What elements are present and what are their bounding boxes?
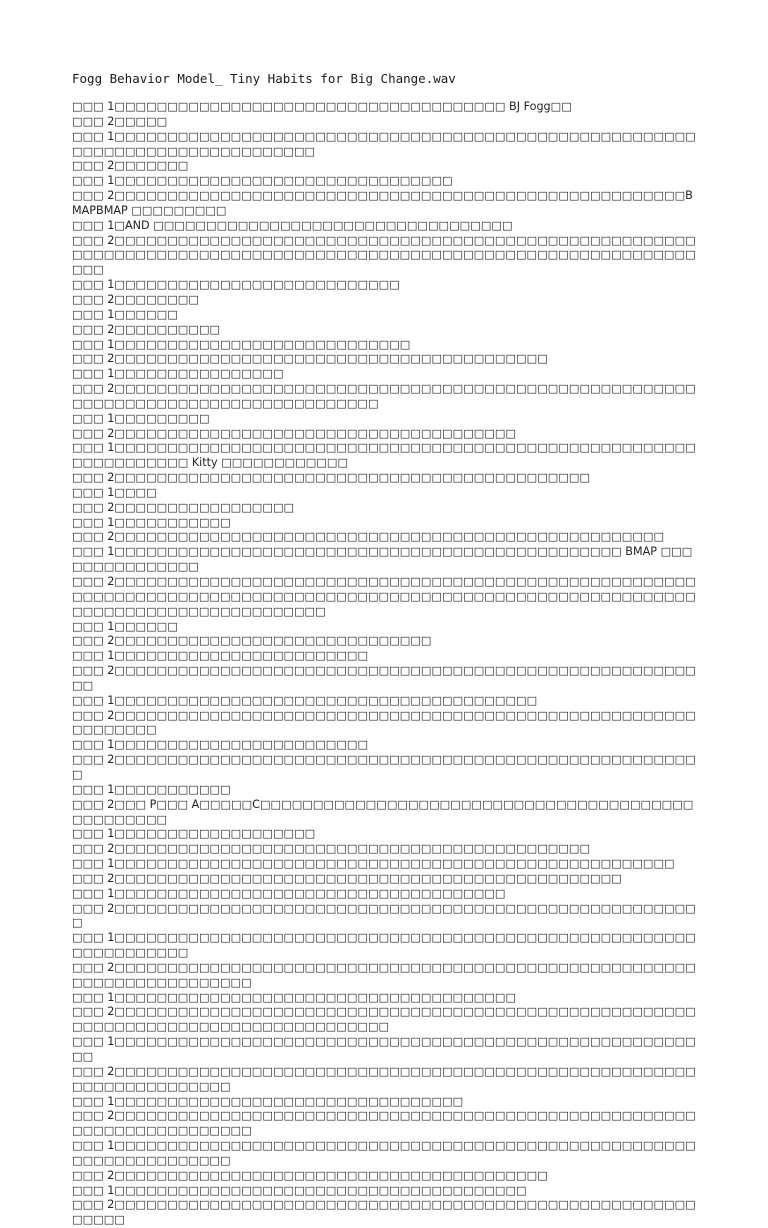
transcript-line: □□□ 1□□□□□□□□□□□□□□□□□□□□□□□□□□□□□□□□□□□□□□□□□□□□□□□□□□□□□□□□□□□□□□□□□□□□□□□□□□□□□□	[72, 129, 696, 158]
transcript-line: □□□ 2□□□□□□□□□□□□□□□□□□□□□□□□□□□□□□□□□□□□□□□□□□□□□□□□□□□□□□□□□	[72, 664, 696, 692]
transcript-line: □□□ 2□□□□□□□□□□□□□□□□□□□□□□□□□□□□□□□□□□□□□□□□□□□□□	[72, 842, 591, 856]
transcript-line: □□□ 1□□□□□□□□□□□□□□□□□□□□□□□□□□□□□□□□□□□□□□□□□□□□□□□□□□□□□□□□□□□□□□□□□□	[72, 931, 696, 960]
transcript-line: □□□ 1□□□□□□□□□□□□□□□□□□□□□□□□□□□□□□□□□	[72, 1094, 464, 1108]
transcript-line: □□□ 1□□□□□□□□□□□□□□□□□□□□□□□□□□□□□□□□□□□□□□□□□□□□□□□□□□□□□□□□□□□□□□□□□□ Kitty □□□□□□□□□□□□	[72, 441, 696, 470]
transcript-line: □□□ 1□□□□□□□□□□□□□□□□□□□□□□□□□□□□□□□□□□□□□□	[72, 990, 517, 1004]
transcript-line: □□□ 2□□□□□□□□□□□□□□□□□□□□□□□□□□□□□□	[72, 634, 432, 648]
transcript-line: □□□ 2□□□□□□□□□□□□□□□□□□□□□□□□□□□□□□□□□□□□□□□□□□□□□□□□□□□□□□□□□□□□□□□□□□□□□□□□□□□□□□□□□□□□□□□□□□□□□□□□□□□□□□□□□□□□□□□□□□□□□	[72, 233, 696, 277]
transcript-line: □□□ 1□□□□□□□□□□□□□□□□□□□□□□□□□□□□□□□□□□□□□ BJ Fogg□□	[72, 100, 572, 113]
transcript-line: □□□ 2□□□□□□□□□□□□□□□□□□□□□□□□□□□□□□□□□□□□□□□□□□□□□□□□□□□□□□□□□□□□	[72, 1198, 696, 1227]
transcript-line: □□□ 1□□□□□□□□□□□□□□□□□□□□□□□□□□□□□□□□□□□□□□□□□□□□□□□□□□□□□□□□□□□□□□□□□□□□□□	[72, 1139, 696, 1167]
transcript-line: □□□ 2□□□□□□□	[72, 159, 189, 173]
document-page	[72, 70, 702, 1228]
transcript-line: □□□ 2□□□□□□□□□□□□□□□□□	[72, 500, 295, 514]
transcript-line: □□□ 1□□□□□□□□□□□□□□□□□□□□□□□□□□□□□□□□□□□□□	[72, 886, 506, 900]
transcript-line: □□□ 2□□□□□□□□	[72, 292, 199, 306]
transcript-line: □□□ 1□□□□□□□□□□□□□□□□□□□□□□□□	[72, 649, 369, 663]
transcript-line: □□□ 2□□□□□□□□□□□□□□□□□□□□□□□□□□□□□□□□□□□□□□□□□□□□□□□□□□□□□□□□□□□□□□□□□□□□□□□□	[72, 1109, 696, 1138]
transcript-line: □□□ 2□□□□□□□□□□□□□□□□□□□□□□□□□□□□□□□□□□□□□□□□□□□□□□□□□□□□□□□□□□□□□□□	[72, 708, 696, 737]
transcript-line: □□□ 2□□□□□□□□□□□□□□□□□□□□□□□□□□□□□□□□□□□□□□□□□	[72, 352, 548, 366]
transcript-line: □□□ 1□AND □□□□□□□□□□□□□□□□□□□□□□□□□□□□□□□□□□	[72, 218, 513, 232]
transcript-line: □□□ 1□□□□□□□□□□□□□□□□	[72, 367, 284, 381]
transcript-line: □□□ 2□□□□□□□□□□□□□□□□□□□□□□□□□□□□□□□□□□□□□□□□□□□□□□□□□□□□□□□□□□□□□□□□□□□□□□□□□□□□□□□□□□□□	[72, 382, 696, 410]
transcript-line: □□□ 1□□□□□□□□□□□□□□□□□□□□□□□□□□□□□□□□□□□□□□□□□□□□□□□□□□□□□	[72, 857, 675, 871]
transcript-line: □□□ 1□□□□□□□□□□□	[72, 782, 231, 796]
transcript-line: □□□ 1□□□□□□□□□□□□□□□□□□□□□□□□	[72, 738, 369, 752]
transcript-line: □□□ 2□□□□□□□□□□□□□□□□□□□□□□□□□□□□□□□□□□□□□□	[72, 426, 517, 440]
transcript-line: □□□ 2□□□ P□□□ A□□□□□C□□□□□□□□□□□□□□□□□□□□□□□□□□□□□□□□□□□□□□□□□□□□□□□□□□	[72, 797, 694, 826]
transcript-line: □□□ 2□□□□□□□□□□□□□□□□□□□□□□□□□□□□□□□□□□□□□□□□□□□□□□□□□□□□	[72, 530, 665, 544]
transcript-line: □□□ 2□□□□□□□□□□□□□□□□□□□□□□□□□□□□□□□□□□□□□□□□□□□□□	[72, 471, 591, 485]
transcript-line: □□□ 1□□□□□□□□□□□□□□□□□□□	[72, 827, 316, 841]
transcript-line: □□□ 1□□□□□□□□□□□□□□□□□□□□□□□□□□□□	[72, 337, 411, 351]
transcript-line: □□□ 2□□□□□□□□□□□□□□□□□□□□□□□□□□□□□□□□□□□□□□□□□□□□□□□□□□□□□□BMAPBMAP □□□□□□□□□	[72, 189, 693, 217]
transcript-line: □□□ 2□□□□□	[72, 114, 168, 128]
transcript-line: □□□ 1□□□□□□□□□	[72, 411, 210, 425]
transcript-line: □□□ 1□□□□□□	[72, 619, 178, 633]
transcript-line: □□□ 1□□□□□□□□□□□	[72, 515, 231, 529]
transcript-line: □□□ 1□□□□□□□□□□□□□□□□□□□□□□□□□□□□□□□□	[72, 174, 453, 188]
transcript-line: □□□ 1□□□□□□□□□□□□□□□□□□□□□□□□□□□	[72, 278, 400, 292]
transcript-line: □□□ 1□□□□□□	[72, 307, 178, 321]
transcript-line: □□□ 2□□□□□□□□□□□□□□□□□□□□□□□□□□□□□□□□□□□□□□□□□□□□□□□□□□□□□□□□□□□□□□□□□□□□□□	[72, 1064, 696, 1093]
transcript-line: □□□ 1□□□□□□□□□□□□□□□□□□□□□□□□□□□□□□□□□□□□□□□	[72, 1183, 527, 1197]
transcript-line: □□□ 2□□□□□□□□□□□□□□□□□□□□□□□□□□□□□□□□□□□□□□□□□□□□□□□□□□□□□□□□□□□□□□□□□□□□□□□□	[72, 960, 696, 989]
transcript-line: □□□ 2□□□□□□□□□□□□□□□□□□□□□□□□□□□□□□□□□□□□□□□□□□□□□□□□□□□□□□□□□□□□□□□□□□□□□□□□□□□□□□□□□□□□□	[72, 1005, 696, 1034]
transcript-line: □□□ 1□□□□□□□□□□□□□□□□□□□□□□□□□□□□□□□□□□□□□□□□□□□□□□□□□□□□□□□□□	[72, 1035, 696, 1063]
transcript-lines	[72, 100, 702, 1228]
transcript-line: □□□ 2□□□□□□□□□□□□□□□□□□□□□□□□□□□□□□□□□□□□□□□□□	[72, 1168, 548, 1182]
document-title: Fogg Behavior Model_ Tiny Habits for Big Change.wav	[72, 71, 456, 86]
transcript-line: □□□ 2□□□□□□□□□□□□□□□□□□□□□□□□□□□□□□□□□□□□□□□□□□□□□□□□□□□□□□□□	[72, 901, 696, 930]
transcript-line: □□□ 2□□□□□□□□□□□□□□□□□□□□□□□□□□□□□□□□□□□□□□□□□□□□□□□□□□□□□□□□□□□□□□□□□□□□□□□□□□□□□□□□□□□□□□□□□□□□□□□□□□□□□□□□□□□□□□□□□□□□□□□□□□□□□□□□□□□□□□□□□□	[72, 575, 696, 618]
transcript-line: □□□ 2□□□□□□□□□□□□□□□□□□□□□□□□□□□□□□□□□□□□□□□□□□□□□□□□□□□□□□□□	[72, 753, 696, 781]
transcript-line: □□□ 1□□□□□□□□□□□□□□□□□□□□□□□□□□□□□□□□□□□□□□□□□□□□□□□□ BMAP □□□□□□□□□□□□□□□	[72, 545, 693, 574]
transcript-line: □□□ 1□□□□	[72, 485, 157, 499]
transcript-line: □□□ 1□□□□□□□□□□□□□□□□□□□□□□□□□□□□□□□□□□□□□□□□	[72, 693, 538, 707]
transcript-line: □□□ 2□□□□□□□□□□	[72, 322, 221, 336]
transcript-line: □□□ 2□□□□□□□□□□□□□□□□□□□□□□□□□□□□□□□□□□□□□□□□□□□□□□□□	[72, 871, 622, 885]
